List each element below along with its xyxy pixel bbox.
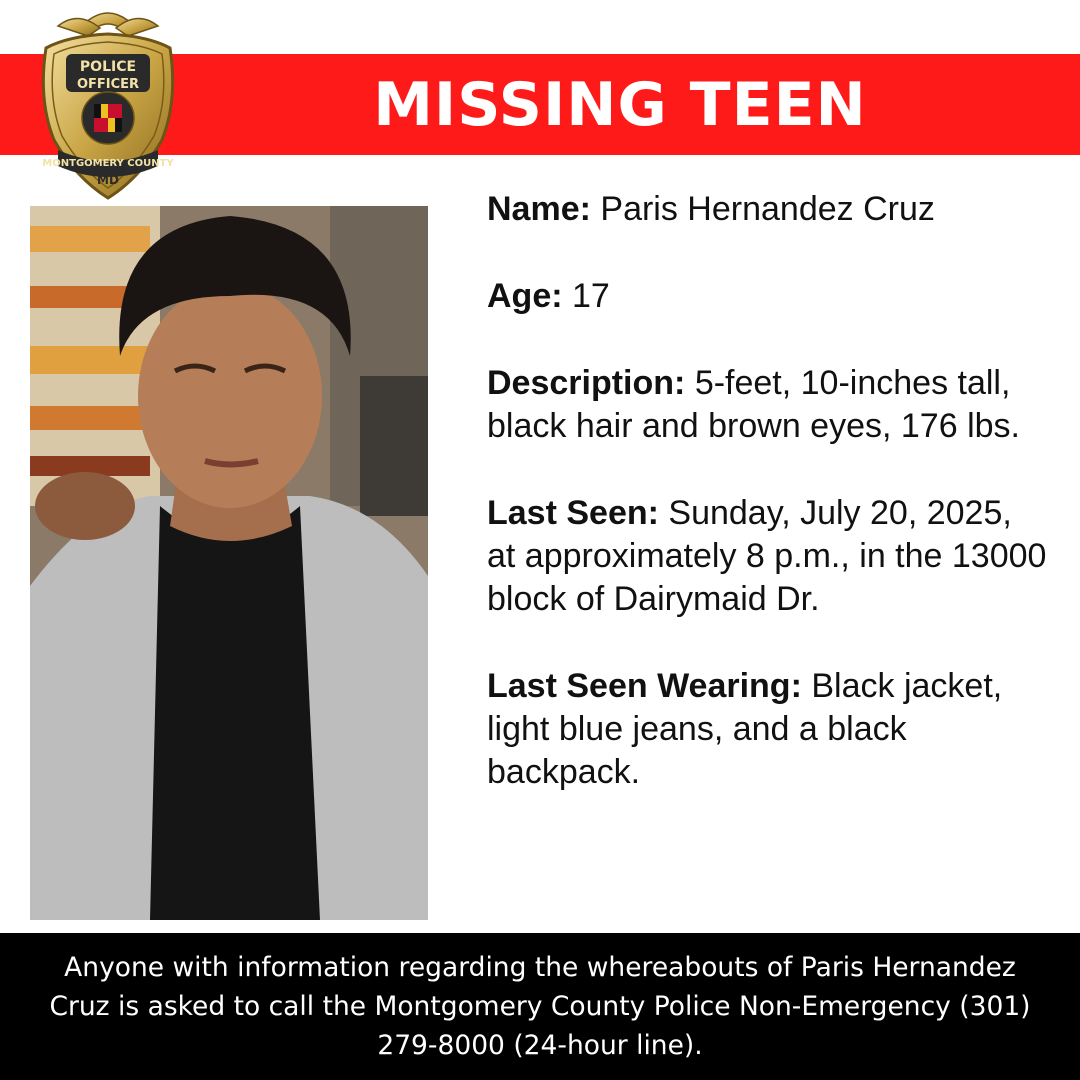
description-label: Description: <box>487 364 686 402</box>
police-badge-logo <box>28 0 188 204</box>
description-row <box>487 362 1047 448</box>
missing-person-photo <box>30 206 428 920</box>
wearing-value: Black jacket, light blue jeans, and a black backpack. <box>487 667 1003 791</box>
contact-footer <box>0 933 1080 1080</box>
last-seen-row <box>487 492 1047 621</box>
badge-middle-text: OFFICER <box>76 77 140 92</box>
wearing-label: Last Seen Wearing: <box>487 667 802 705</box>
badge-ring-text: MONTGOMERY COUNTY <box>42 158 174 169</box>
page-title: MISSING TEEN <box>373 69 867 140</box>
age-row <box>487 275 1047 318</box>
name-value: Paris Hernandez Cruz <box>600 190 935 228</box>
description-value: 5-feet, 10-inches tall, black hair and brown eyes, 176 lbs. <box>487 364 1020 445</box>
last-seen-label: Last Seen: <box>487 494 659 532</box>
badge-top-text: POLICE <box>79 59 137 75</box>
name-label: Name: <box>487 190 591 228</box>
name-row <box>487 188 1047 231</box>
age-label: Age: <box>487 277 563 315</box>
last-seen-value: Sunday, July 20, 2025, at approximately 8 p.m., in the 13000 block of Dairymaid Dr. <box>487 494 1047 618</box>
wearing-row <box>487 665 1047 794</box>
contact-instructions: Anyone with information regarding the whereabouts of Paris Hernandez Cruz is asked to call the Montgomery County Police Non-Emergency (301) 279-8000 (24-hour line). <box>49 952 1031 1061</box>
age-value: 17 <box>572 277 610 315</box>
badge-bottom-text: MD <box>97 173 119 187</box>
missing-person-details <box>487 188 1047 838</box>
